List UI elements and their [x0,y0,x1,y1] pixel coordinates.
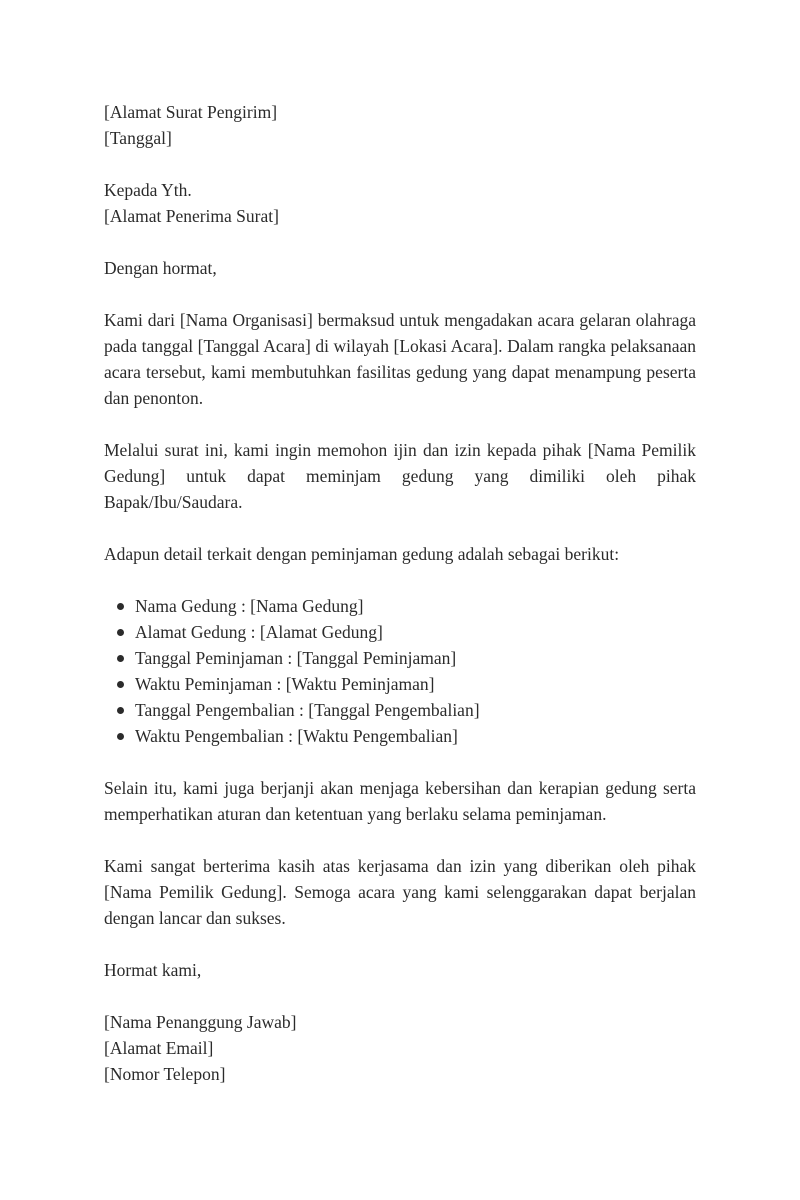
body-paragraph-4: Selain itu, kami juga berjanji akan menjaga kebersihan dan kerapian gedung serta memperhatikan aturan dan ketentuan yang berlaku selama peminjaman. [104,778,696,824]
list-item-text: Nama Gedung : [Nama Gedung] [135,596,364,616]
body-paragraph-2: Melalui surat ini, kami ingin memohon ijin dan izin kepada pihak [Nama Pemilik Gedung] untuk dapat meminjam gedung yang dimiliki oleh pihak Bapak/Ibu/Saudara. [104,440,696,512]
list-item-text: Waktu Peminjaman : [Waktu Peminjaman] [135,674,435,694]
recipient-salutation: Kepada Yth. [104,180,192,200]
bullet-icon [117,655,124,662]
signature-email: [Alamat Email] [104,1038,214,1058]
signature-phone: [Nomor Telepon] [104,1064,226,1084]
greeting [104,255,696,281]
body-paragraph-3: Adapun detail terkait dengan peminjaman gedung adalah sebagai berikut: [104,544,620,564]
signature-name: [Nama Penanggung Jawab] [104,1012,297,1032]
closing [104,957,696,983]
list-item-text: Tanggal Peminjaman : [Tanggal Peminjaman] [135,648,457,668]
bullet-icon [117,629,124,636]
signature-block [104,1009,696,1087]
list-item [135,593,696,619]
sender-address: [Alamat Surat Pengirim] [104,102,278,122]
body-paragraph-5: Kami sangat berterima kasih atas kerjasama dan izin yang diberikan oleh pihak [Nama Pemilik Gedung]. Semoga acara yang kami selenggarakan dapat berjalan dengan lancar dan sukses. [104,856,696,928]
list-item-text: Alamat Gedung : [Alamat Gedung] [135,622,383,642]
bullet-icon [117,681,124,688]
list-item-text: Waktu Pengembalian : [Waktu Pengembalian] [135,726,458,746]
recipient-block [104,177,696,229]
sender-block [104,99,696,151]
list-item [135,671,696,697]
loan-details-list [104,593,696,749]
bullet-icon [117,603,124,610]
greeting-text: Dengan hormat, [104,258,217,278]
body-paragraph-1: Kami dari [Nama Organisasi] bermaksud untuk mengadakan acara gelaran olahraga pada tanggal [Tanggal Acara] di wilayah [Lokasi Acara]. Dalam rangka pelaksanaan acara tersebut, kami membutuhkan fasilitas gedung yang dapat menampung peserta dan penonton. [104,310,696,408]
bullet-icon [117,707,124,714]
recipient-address: [Alamat Penerima Surat] [104,206,279,226]
list-item [135,619,696,645]
list-item-text: Tanggal Pengembalian : [Tanggal Pengembalian] [135,700,480,720]
list-item [135,697,696,723]
list-item [135,645,696,671]
sender-date: [Tanggal] [104,128,172,148]
closing-text: Hormat kami, [104,960,202,980]
bullet-icon [117,733,124,740]
list-item [135,723,696,749]
